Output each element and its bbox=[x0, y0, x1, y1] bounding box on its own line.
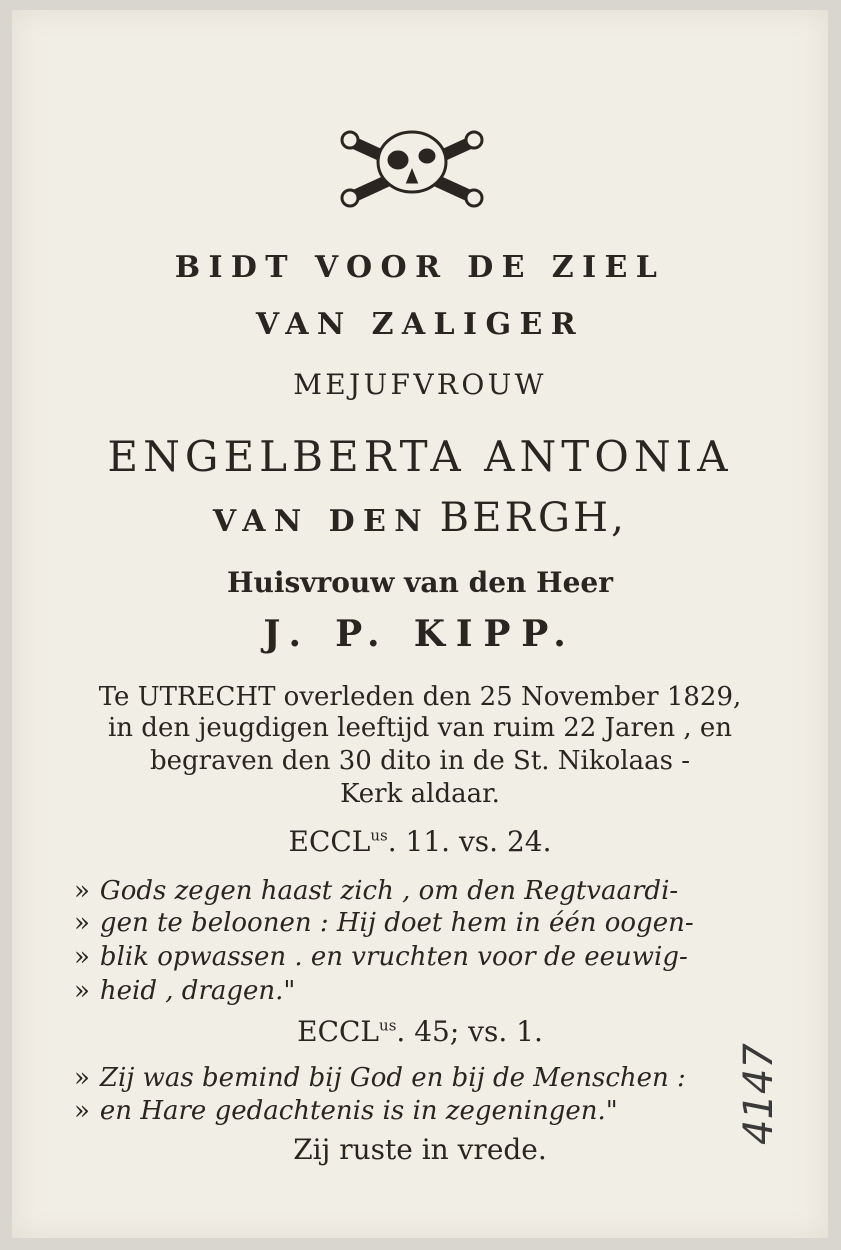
heading-line-3: MEJUFVROUW bbox=[293, 368, 547, 401]
heading-line-1: BIDT VOOR DE ZIEL bbox=[174, 250, 666, 285]
verse1-text: heid , dragen." bbox=[99, 976, 296, 1006]
closing-line: Zij ruste in vrede. bbox=[293, 1133, 547, 1166]
verse1-text: gen te beloonen : Hij doet hem in één oogen- bbox=[99, 908, 694, 938]
verse1-ref-text: ECCL bbox=[288, 825, 371, 858]
deceased-surname-line bbox=[12, 495, 828, 541]
body-line-1: Te UTRECHT overleden den 25 November 1829, bbox=[98, 682, 742, 712]
verse1-line bbox=[74, 876, 824, 906]
verse1-ref-sup: us bbox=[370, 826, 388, 845]
verse2-ref-text: ECCL bbox=[297, 1015, 380, 1048]
quote-mark: » bbox=[74, 908, 90, 938]
quote-mark: » bbox=[74, 1096, 90, 1126]
verse1-text: Gods zegen haast zich , om den Regtvaardi- bbox=[99, 876, 679, 906]
quote-mark: » bbox=[74, 942, 90, 972]
verse2-ref-sup: us bbox=[379, 1016, 397, 1035]
quote-mark: » bbox=[74, 876, 90, 906]
verse1-reference bbox=[12, 825, 828, 858]
skull-crossbones-icon bbox=[332, 122, 492, 212]
spouse-name: J. P. KIPP. bbox=[263, 613, 577, 655]
van-den-text: VAN DEN bbox=[212, 504, 431, 539]
verse1-text: blik opwassen . en vruchten voor de eeuwig- bbox=[99, 942, 688, 972]
verse1-line bbox=[74, 942, 824, 972]
heading-line-2: VAN ZALIGER bbox=[255, 307, 585, 342]
verse2-text: Zij was bemind bij God en bij de Menschen : bbox=[99, 1063, 686, 1093]
body-line-2: in den jeugdigen leeftijd van ruim 22 Jaren , en bbox=[107, 713, 732, 743]
body-line-4: Kerk aldaar. bbox=[340, 779, 500, 809]
verse2-ref-rest: . 45; vs. 1. bbox=[396, 1015, 543, 1048]
inventory-number: 4147 bbox=[736, 1043, 782, 1145]
verse2-line bbox=[74, 1063, 824, 1093]
quote-mark: » bbox=[74, 1063, 90, 1093]
verse2-line bbox=[74, 1096, 824, 1126]
memorial-card bbox=[12, 10, 828, 1238]
verse1-line bbox=[74, 908, 824, 938]
verse2-text: en Hare gedachtenis is in zegeningen." bbox=[99, 1096, 618, 1126]
surname-text: BERGH, bbox=[439, 495, 628, 541]
quote-mark: » bbox=[74, 976, 90, 1006]
verse1-line bbox=[74, 976, 824, 1006]
deceased-name: ENGELBERTA ANTONIA bbox=[107, 432, 733, 481]
verse1-ref-rest: . 11. vs. 24. bbox=[387, 825, 552, 858]
verse2-reference bbox=[12, 1015, 828, 1048]
body-line-3: begraven den 30 dito in de St. Nikolaas - bbox=[150, 746, 690, 776]
spouse-intro: Huisvrouw van den Heer bbox=[227, 566, 613, 599]
